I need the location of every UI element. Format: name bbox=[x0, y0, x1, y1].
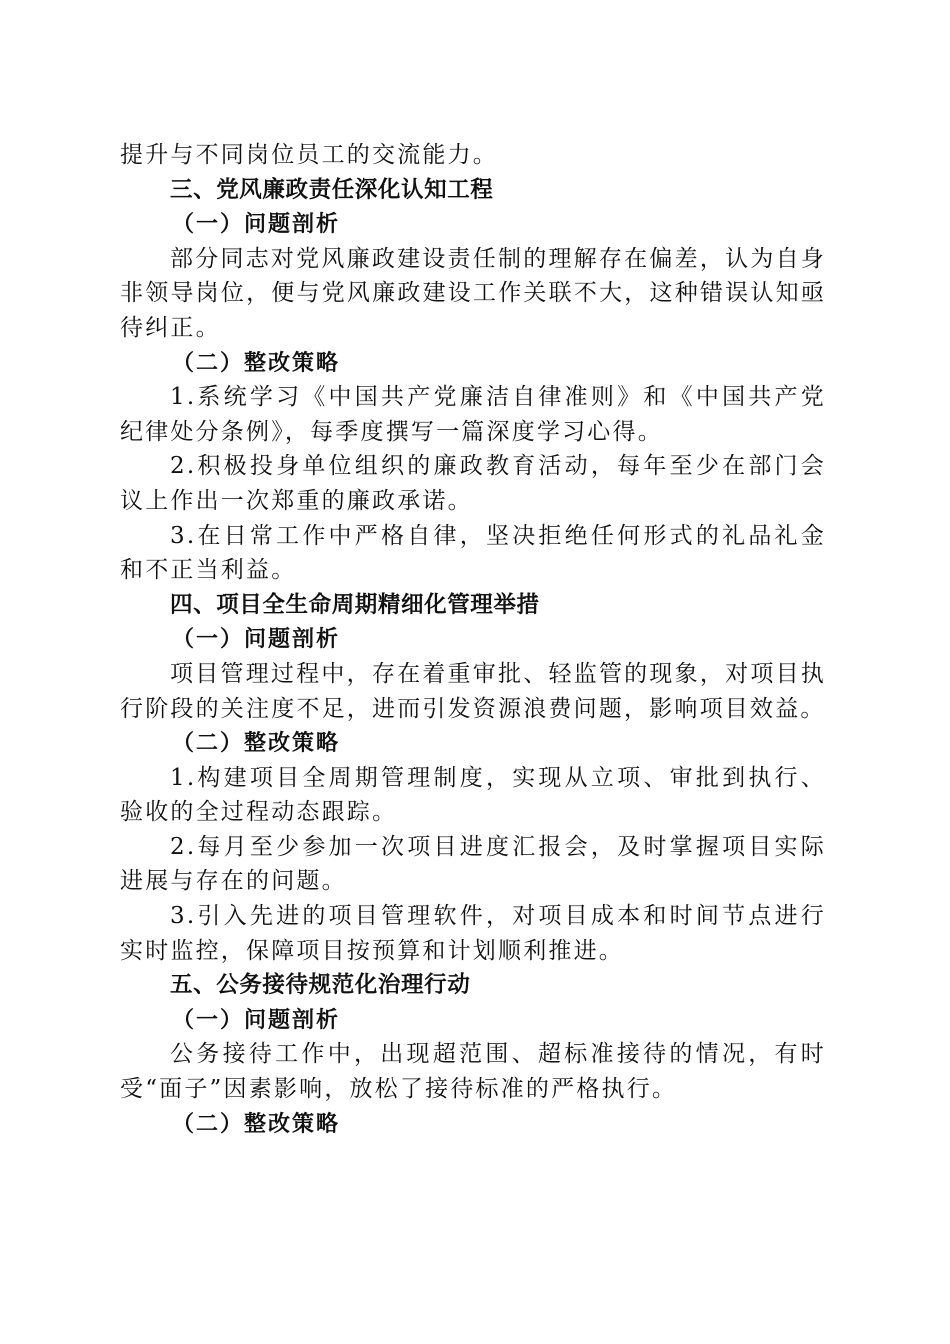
list-item-3: 3.在日常工作中严格自律，坚决拒绝任何形式的礼品礼金和不正当利益。 bbox=[120, 522, 826, 584]
paragraph-continuation: 提升与不同岗位员工的交流能力。 bbox=[120, 142, 498, 168]
list-item-2: 2.每月至少参加一次项目进度汇报会，及时掌握项目实际进展与存在的问题。 bbox=[120, 833, 826, 895]
section-heading-3: 三、党风廉政责任深化认知工程 bbox=[170, 176, 494, 203]
subheading-rectification-strategy: （二）整改策略 bbox=[172, 349, 341, 376]
subheading-problem-analysis: （一）问题剖析 bbox=[172, 1006, 341, 1033]
subheading-rectification-strategy: （二）整改策略 bbox=[172, 1110, 341, 1137]
body-paragraph: 部分同志对党风廉政建设责任制的理解存在偏差，认为自身非领导岗位，便与党风廉政建设工作关联不大，这种错误认知亟待纠正。 bbox=[120, 245, 826, 341]
subheading-rectification-strategy: （二）整改策略 bbox=[172, 730, 341, 757]
subheading-problem-analysis: （一）问题剖析 bbox=[172, 211, 341, 238]
document-page bbox=[120, 138, 826, 1141]
list-item-1: 1.系统学习《中国共产党廉洁自律准则》和《中国共产党纪律处分条例》，每季度撰写一篇深度学习心得。 bbox=[120, 384, 826, 445]
list-item-3: 3.引入先进的项目管理软件，对项目成本和时间节点进行实时监控，保障项目按预算和计划顺利推进。 bbox=[120, 903, 826, 964]
list-item-1: 1.构建项目全周期管理制度，实现从立项、审批到执行、验收的全过程动态跟踪。 bbox=[120, 764, 826, 826]
subheading-problem-analysis: （一）问题剖析 bbox=[172, 626, 341, 653]
list-item-2: 2.积极投身单位组织的廉政教育活动，每年至少在部门会议上作出一次郑重的廉政承诺。 bbox=[120, 453, 826, 514]
body-paragraph: 公务接待工作中，出现超范围、超标准接待的情况，有时受“面子”因素影响，放松了接待标准的严格执行。 bbox=[120, 1041, 826, 1103]
body-paragraph: 项目管理过程中，存在着重审批、轻监管的现象，对项目执行阶段的关注度不足，进而引发资源浪费问题，影响项目效益。 bbox=[120, 660, 826, 722]
section-heading-5: 五、公务接待规范化治理行动 bbox=[170, 972, 471, 999]
section-heading-4: 四、项目全生命周期精细化管理举措 bbox=[170, 591, 540, 618]
